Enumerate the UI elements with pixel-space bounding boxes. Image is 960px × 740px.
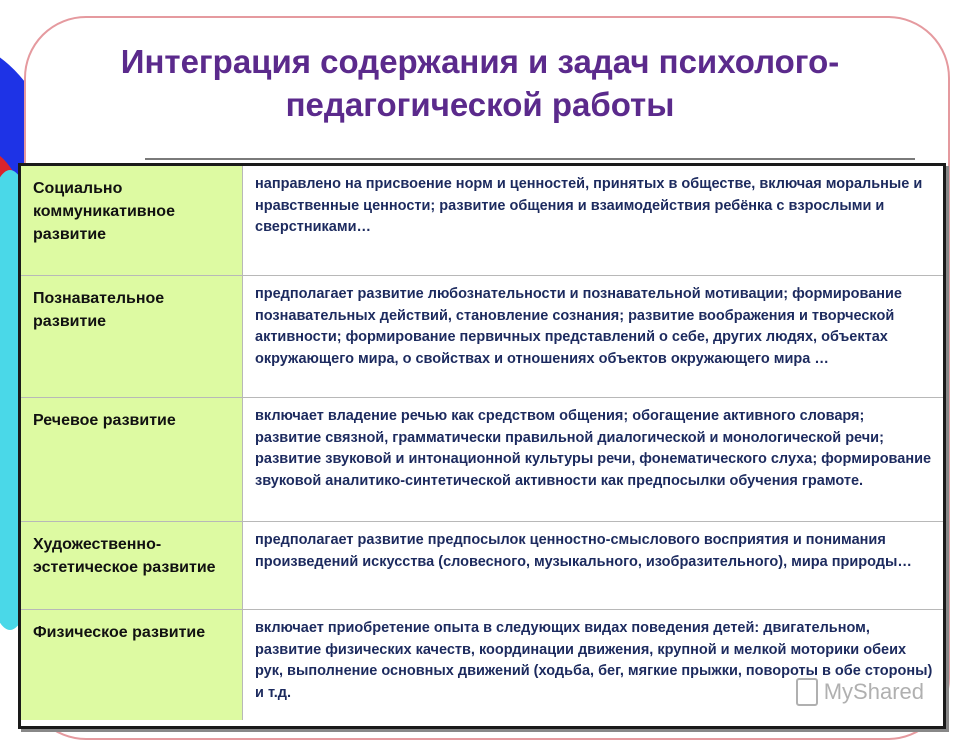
watermark-text: MyShared: [823, 679, 924, 704]
table-row: [21, 276, 943, 398]
area-label: Физическое развитие: [21, 610, 243, 720]
area-description: включает приобретение опыта в следующих видах поведения детей: двигательном, развитие физических качеств, координации движения, крупной и мелкой моторики обеих рук, выполнение основных движений (ходьба, бег, мягкие прыжки, повороты в обе стороны) и т.д.: [255, 620, 933, 701]
area-label: Социально коммуникативное развитие: [21, 166, 243, 275]
slide-title: [40, 40, 920, 126]
table-row: [21, 166, 943, 276]
area-description: направлено на присвоение норм и ценностей, принятых в обществе, включая моральные и нравственные ценности; развитие общения и взаимодействия ребёнка с взрослыми и сверстниками…: [255, 176, 923, 235]
table-row: [21, 522, 943, 610]
table-row: [21, 398, 943, 522]
area-label: Познавательное развитие: [21, 276, 243, 397]
presentation-icon: [796, 678, 818, 706]
area-description: предполагает развитие любознательности и познавательной мотивации; формирование познавательных действий, становление сознания; развитие воображения и творческой активности; формирование первичных представлений о себе, других людях, объектах окружающего мира, о свойствах и отношениях объектов окружающего мира …: [255, 286, 902, 367]
watermark: [796, 678, 924, 706]
area-description: включает владение речью как средством общения; обогащение активного словаря; развитие связной, грамматически правильной диалогической и монологической речи; развитие звуковой и интонационной культуры речи, фонематического слуха; формирование звуковой аналитико-синтетической активности как предпосылки обучения грамоте.: [255, 408, 932, 489]
slide-title-line-1: Интеграция содержания и задач психолого-: [120, 43, 840, 80]
area-label: Речевое развитие: [21, 398, 243, 521]
development-areas-table: [18, 163, 946, 729]
area-label: Художественно-эстетическое развитие: [21, 522, 243, 609]
title-divider: [145, 158, 915, 160]
area-description: предполагает развитие предпосылок ценностно-смыслового восприятия и понимания произведений искусства (словесного, музыкального, изобразительного), мира природы…: [255, 532, 912, 570]
slide-title-line-2: педагогической работы: [285, 86, 675, 123]
